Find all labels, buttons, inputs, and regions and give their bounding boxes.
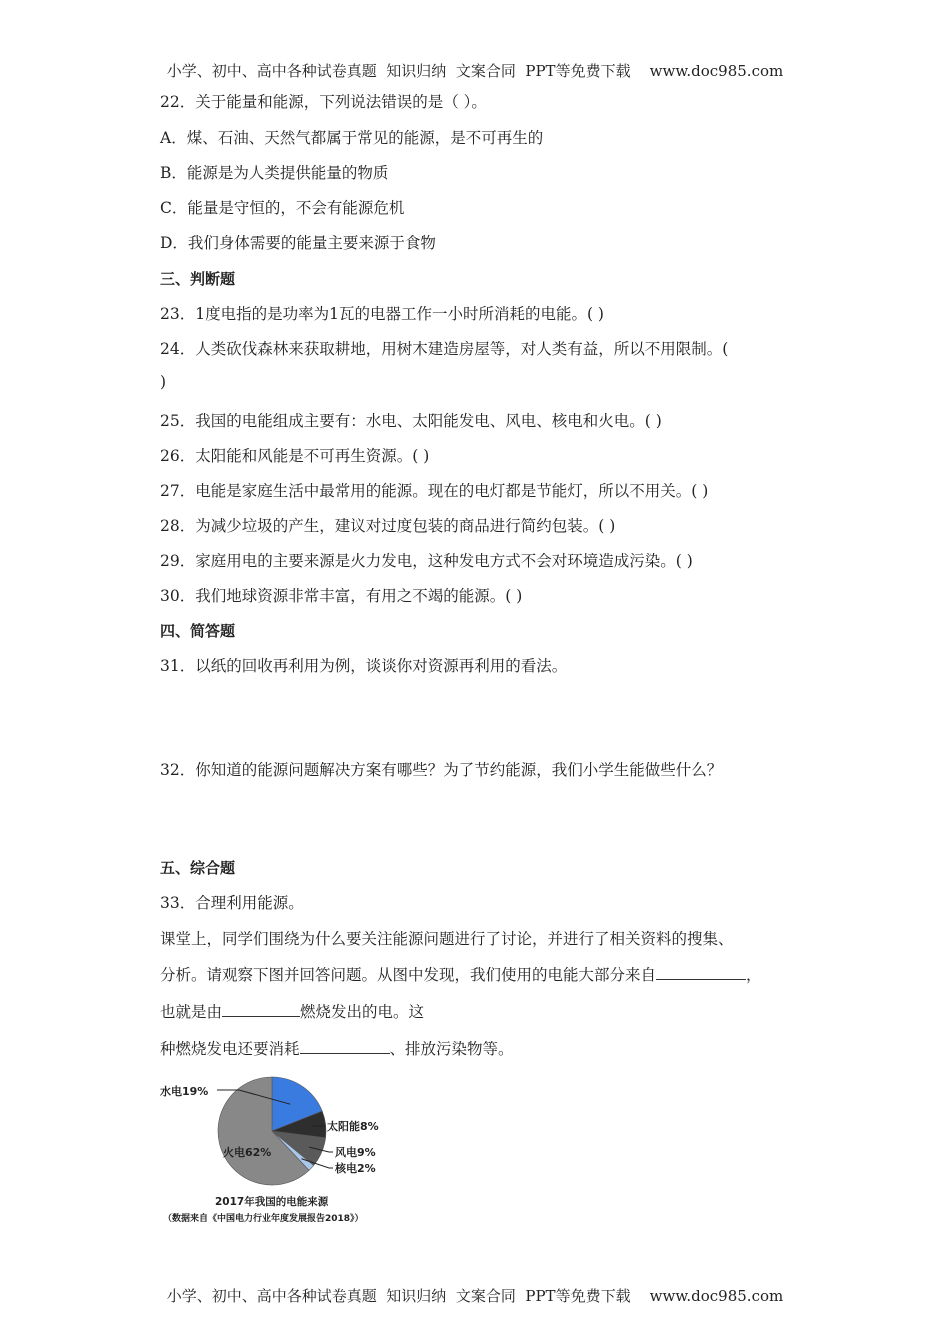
slice-label-wind: 风电9% [335,1146,376,1159]
question-33-text-3b: 燃烧发出的电。这 [300,1003,425,1021]
question-27: 27．电能是家庭生活中最常用的能源。现在的电灯都是节能灯，所以不用关。( ) [160,482,709,500]
question-33-paragraph-1: 课堂上，同学们围绕为什么要关注能源问题进行了讨论，并进行了相关资料的搜集、 [160,930,734,948]
question-33-paragraph-4 [160,1037,514,1059]
question-24: 24．人类砍伐森林来获取耕地，用树木建造房屋等，对人类有益，所以不用限制。( [160,340,729,358]
question-24-bracket: ) [160,373,167,391]
answer-blank-2[interactable] [222,1002,300,1017]
question-22-option-d: D．我们身体需要的能量主要来源于食物 [160,234,436,252]
question-26: 26．太阳能和风能是不可再生资源。( ) [160,447,430,465]
question-33-paragraph-3 [160,1000,424,1022]
page-footer: 小学、初中、高中各种试卷真题 知识归纳 文案合同 PPT等免费下载 www.doc985.com [166,1287,784,1305]
page-header: 小学、初中、高中各种试卷真题 知识归纳 文案合同 PPT等免费下载 www.doc985.com [166,62,784,80]
question-32: 32．你知道的能源问题解决方案有哪些？为了节约能源，我们小学生能做些什么？ [160,761,723,779]
question-28: 28．为减少垃圾的产生，建议对过度包装的商品进行简约包装。( ) [160,517,616,535]
question-22-stem: 22．关于能量和能源，下列说法错误的是（ ）。 [160,93,487,111]
energy-source-pie-chart [155,1068,415,1228]
question-33-text-3a: 也就是由 [160,1003,223,1021]
question-22-option-a: A．煤、石油、天然气都属于常见的能源，是不可再生的 [160,129,544,147]
question-33-text-2a: 分析。请观察下图并回答问题。从图中发现，我们使用的电能大部分来自 [160,966,657,984]
slice-label-solar: 太阳能8% [327,1120,379,1133]
question-33-paragraph-2 [160,963,762,985]
question-29: 29．家庭用电的主要来源是火力发电，这种发电方式不会对环境造成污染。( ) [160,552,693,570]
question-22-option-b: B．能源是为人类提供能量的物质 [160,164,389,182]
question-31: 31．以纸的回收再利用为例，谈谈你对资源再利用的看法。 [160,657,568,675]
chart-subtitle: （数据来自《中国电力行业年度发展报告2018》） [163,1214,364,1224]
question-23: 23．1度电指的是功率为1瓦的电器工作一小时所消耗的电能。( ) [160,305,604,323]
question-33-text-4b: 、排放污染物等。 [389,1040,514,1058]
question-30: 30．我们地球资源非常丰富，有用之不竭的能源。( ) [160,587,523,605]
pie-slices [218,1077,326,1185]
question-33-text-2b: ， [746,966,762,984]
section-heading-comprehensive: 五、综合题 [160,859,236,877]
section-heading-judgement: 三、判断题 [160,270,236,288]
chart-title: 2017年我国的电能来源 [215,1196,329,1208]
answer-blank-3[interactable] [300,1039,390,1054]
question-25: 25．我国的电能组成主要有：水电、太阳能发电、风电、核电和火电。( ) [160,412,662,430]
slice-label-hydro: 水电19% [160,1085,209,1098]
question-33-title: 33．合理利用能源。 [160,894,304,912]
slice-label-nuclear: 核电2% [335,1162,376,1175]
question-33-text-4a: 种燃烧发电还要消耗 [160,1040,300,1058]
slice-label-thermal: 火电62% [223,1146,272,1159]
answer-blank-1[interactable] [656,965,746,980]
question-22-option-c: C．能量是守恒的，不会有能源危机 [160,199,405,217]
section-heading-short-answer: 四、简答题 [160,622,236,640]
